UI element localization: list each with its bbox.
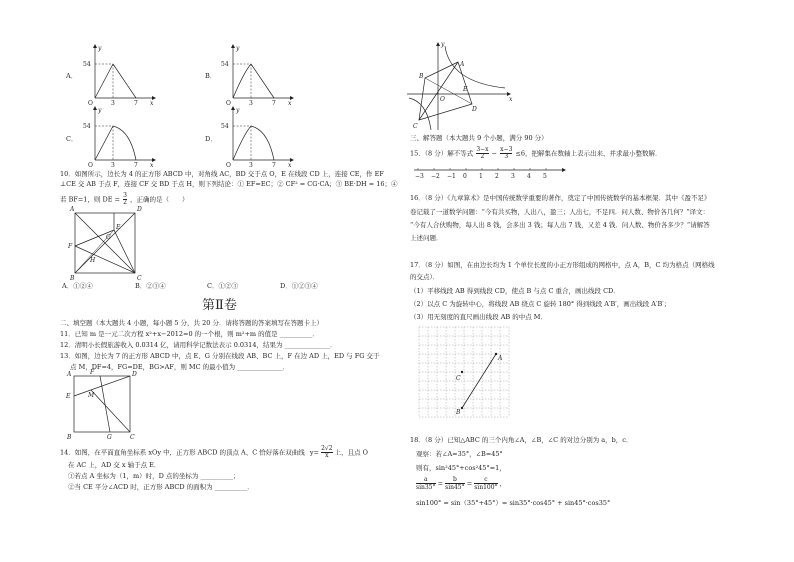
q10-line1: 10．如图所示，边长为 4 的正方形 ABCD 中，对角线 AC，BD 交于点 O，E 在线段 CD 上，连接 CE，作 EF — [60, 170, 384, 178]
point-label: C — [130, 434, 135, 441]
q18-then: 则有，sin²45°+cos²45°=1， — [416, 464, 506, 472]
point-label: A — [70, 206, 75, 213]
x-axis-label: x — [288, 162, 292, 169]
q14-function: y= $\frac{2√2}{x}$ — [309, 445, 333, 459]
q16-line2: 卷记载了一道数学问题：“今有共买物，人出八，盈三；人出七，不足四．问人数、物价各几何？”译文： — [410, 208, 710, 216]
x-tick: 7 — [134, 100, 138, 107]
q15: 15．（8 分）解不等式 $\frac{3-x}{2}$ − $\frac{x-3}{3}$ ≤6，把解集在数轴上表示出来，并求最小整数解． — [410, 146, 662, 160]
q10-choice-c[interactable]: C．①②③ — [207, 282, 238, 290]
q14-line1-text: 14．如图，在平面直角坐标系 xOy 中，正方形 ABCD 的顶点 A、C 恰好落在双曲线 — [60, 448, 305, 457]
y-tick: 54 — [221, 61, 229, 68]
q14-sub1: ①若点 A 坐标为（1，m）时，D 点的坐标为 __________； — [68, 472, 240, 480]
point-label: D — [137, 206, 142, 213]
q16-line4: 上述问题． — [410, 234, 443, 242]
q13-line1: 13．如图，边长为 7 的正方形 ABCD 中，点 E、G 分别在线段 AB、BC 上，F 在边 AD 上，ED 与 FG 交于 — [60, 352, 380, 360]
q17-sub3: （3）用无刻度的直尺画出线段 AB 的中点 M． — [410, 313, 547, 321]
y-axis-label: y — [236, 45, 240, 52]
q17-sub1: （1）平移线段 AB 得到线段 CD，使点 B 与点 C 重合，画出线段 CD． — [410, 287, 620, 295]
x-axis-label: x — [288, 100, 292, 107]
q15-fraction-1: $\frac{3-x}{2}$ — [476, 146, 489, 160]
point-label: E — [116, 224, 121, 231]
q18-ratios: $\frac{a}{\sin 35^\circ}$ = $\frac{b}{\sin 45^\circ}$ = $\frac{c}{\sin 100^\circ}$ ， — [416, 476, 507, 491]
fill-in-section-header: 二、填空题（本大题共 4 小题，每小题 5 分，共 20 分．请将答题的答案填写在答题卡上） — [60, 319, 323, 327]
q16-line1: 16．（8 分）《九章算术》是中国传统数学重要的著作，奠定了中国传统数学的基本框架．其中《盈不足》 — [410, 194, 711, 202]
origin-label: O — [88, 162, 93, 169]
origin-label: O — [226, 100, 231, 107]
q13-line2: 点 M，DF=4，FG=DE，BG>AF，则 MC 的最小值为 ______________． — [70, 363, 290, 371]
point-label: A — [67, 371, 72, 378]
number-line-label: −2 — [431, 173, 440, 180]
y-axis-label: y — [98, 107, 102, 114]
point-label: B — [70, 275, 75, 282]
q10-fraction: $\frac{3}{2}$ — [123, 192, 127, 206]
point-label: B — [456, 409, 461, 416]
point-label: H — [90, 257, 96, 264]
point-label: C — [137, 275, 142, 282]
point-label: A — [460, 61, 465, 68]
number-line-label: 5 — [543, 173, 547, 180]
point-label: M — [88, 392, 95, 399]
number-line-label: 3 — [511, 173, 515, 180]
q14-line1-tail: 上，且点 O — [334, 448, 369, 457]
q10-line3-tail: ，正确的是（ ） — [129, 195, 189, 204]
q13-square-figure — [62, 370, 142, 442]
graph-b-figure — [218, 42, 308, 107]
point-label: E — [66, 393, 71, 400]
point-label: A — [498, 355, 503, 362]
origin-label: O — [88, 100, 93, 107]
x-axis-label: x — [150, 162, 154, 169]
x-tick: 3 — [111, 162, 115, 169]
y-tick: 54 — [83, 61, 91, 68]
point-label: C — [413, 123, 418, 130]
y-tick: 54 — [221, 123, 229, 130]
q15-fraction-2: $\frac{x-3}{3}$ — [500, 146, 513, 160]
number-line — [412, 166, 572, 182]
number-line-label: 2 — [495, 173, 499, 180]
x-tick: 7 — [272, 162, 276, 169]
point-label: B — [67, 434, 72, 441]
point-label: D — [132, 371, 137, 378]
q10-choice-d[interactable]: D．①②③④ — [280, 282, 318, 290]
graph-d-figure — [218, 104, 308, 169]
q10-line2: ⊥CE 交 AB 于点 F，连接 CF 交 BD 于点 H，则下列结论：① EF=EC；② CF² = CG·CA；③ BE·DH = 16；④ — [60, 180, 398, 188]
axis-label: y — [441, 41, 445, 48]
graph-c-figure — [80, 104, 170, 169]
axis-label: x — [509, 96, 513, 103]
option-letter: D． — [205, 135, 217, 143]
number-line-label: 4 — [527, 173, 531, 180]
point-label: F — [68, 243, 73, 250]
q10-square-figure — [64, 205, 154, 280]
q14-hyperbola-figure — [405, 40, 515, 132]
point-label: E — [463, 86, 468, 93]
y-tick: 54 — [83, 123, 91, 130]
x-tick: 3 — [249, 162, 253, 169]
option-letter: C． — [66, 135, 78, 143]
q17-line2: 的交点）． — [410, 273, 440, 281]
point-label: D — [472, 106, 477, 113]
x-tick: 7 — [272, 100, 276, 107]
number-line-label: −1 — [447, 173, 456, 180]
q16-line3: “今有人合伙购物，每人出 8 钱，会多出 3 钱；每人出 7 钱，又差 4 钱．问人数、物价各多少？”请解答 — [410, 221, 710, 229]
q11: 11．已知 m 是一元二次方程 x²+x−2012=0 的一个根，则 m²+m 的值是 __________． — [60, 330, 319, 338]
q14-line2: 在 AC 上，AD 交 x 轴于点 E． — [68, 461, 161, 469]
option-letter: A． — [66, 72, 78, 80]
x-tick: 7 — [134, 162, 138, 169]
graph-a-figure — [80, 42, 170, 107]
point-label: F — [90, 369, 95, 376]
q14-line1 — [60, 446, 368, 459]
point-label: B — [419, 73, 424, 80]
answer-section-header: 三、解答题（本大题共 9 个小题，满分 90 分） — [410, 134, 548, 142]
q17-sub2: （2）以点 C 为旋转中心，将线段 AB 绕点 C 旋转 180° 得到线段 A′B′，画出线段 A′B′； — [410, 300, 671, 308]
q18-line1: 18．（8 分）已知△ABC 的三个内角∠A，∠B，∠C 的对边分别为 a，b，c． — [410, 436, 633, 444]
number-line-label: −3 — [415, 173, 424, 180]
number-line-label: 1 — [479, 173, 483, 180]
q18-observe: 观察：若∠A=35°，∠B=45° — [416, 450, 503, 458]
y-axis-label: y — [98, 45, 102, 52]
q10-line3-text: 若 BF=1，则 DE = — [60, 195, 120, 204]
q10-choice-a[interactable]: A．①②④ — [62, 282, 93, 290]
q14-sub2: ②当 CE 平分∠ACD 时，正方形 ABCD 的面积为 __________． — [68, 483, 254, 491]
x-tick: 3 — [249, 100, 253, 107]
q10-choice-b[interactable]: B．②③④ — [135, 282, 166, 290]
q18-sin100: sin100° = sin（35°+45°）= sin35°·cos45° + sin45°·cos35° — [416, 499, 611, 507]
point-label: C — [456, 375, 461, 382]
point-label: G — [107, 434, 112, 441]
option-letter: B． — [205, 72, 217, 80]
q12: 12．清明小长假旅游收入 0.0314 亿，请用科学记数法表示 0.0314，结果为 ______________． — [60, 341, 337, 349]
origin-label: O — [226, 162, 231, 169]
y-axis-label: y — [236, 107, 240, 114]
x-tick: 3 — [111, 100, 115, 107]
point-label: O — [440, 96, 445, 103]
q17-grid-figure — [418, 326, 518, 418]
x-axis-label: x — [150, 100, 154, 107]
q17-line1: 17．（8 分）如图，在由边长均为 1 个单位长度的小正方形组成的网格中，点 A，B，C 均为格点（网格线 — [410, 261, 715, 269]
part2-title: 第Ⅱ卷 — [202, 298, 237, 313]
point-label: G — [106, 234, 111, 241]
number-line-label: 0 — [463, 173, 467, 180]
